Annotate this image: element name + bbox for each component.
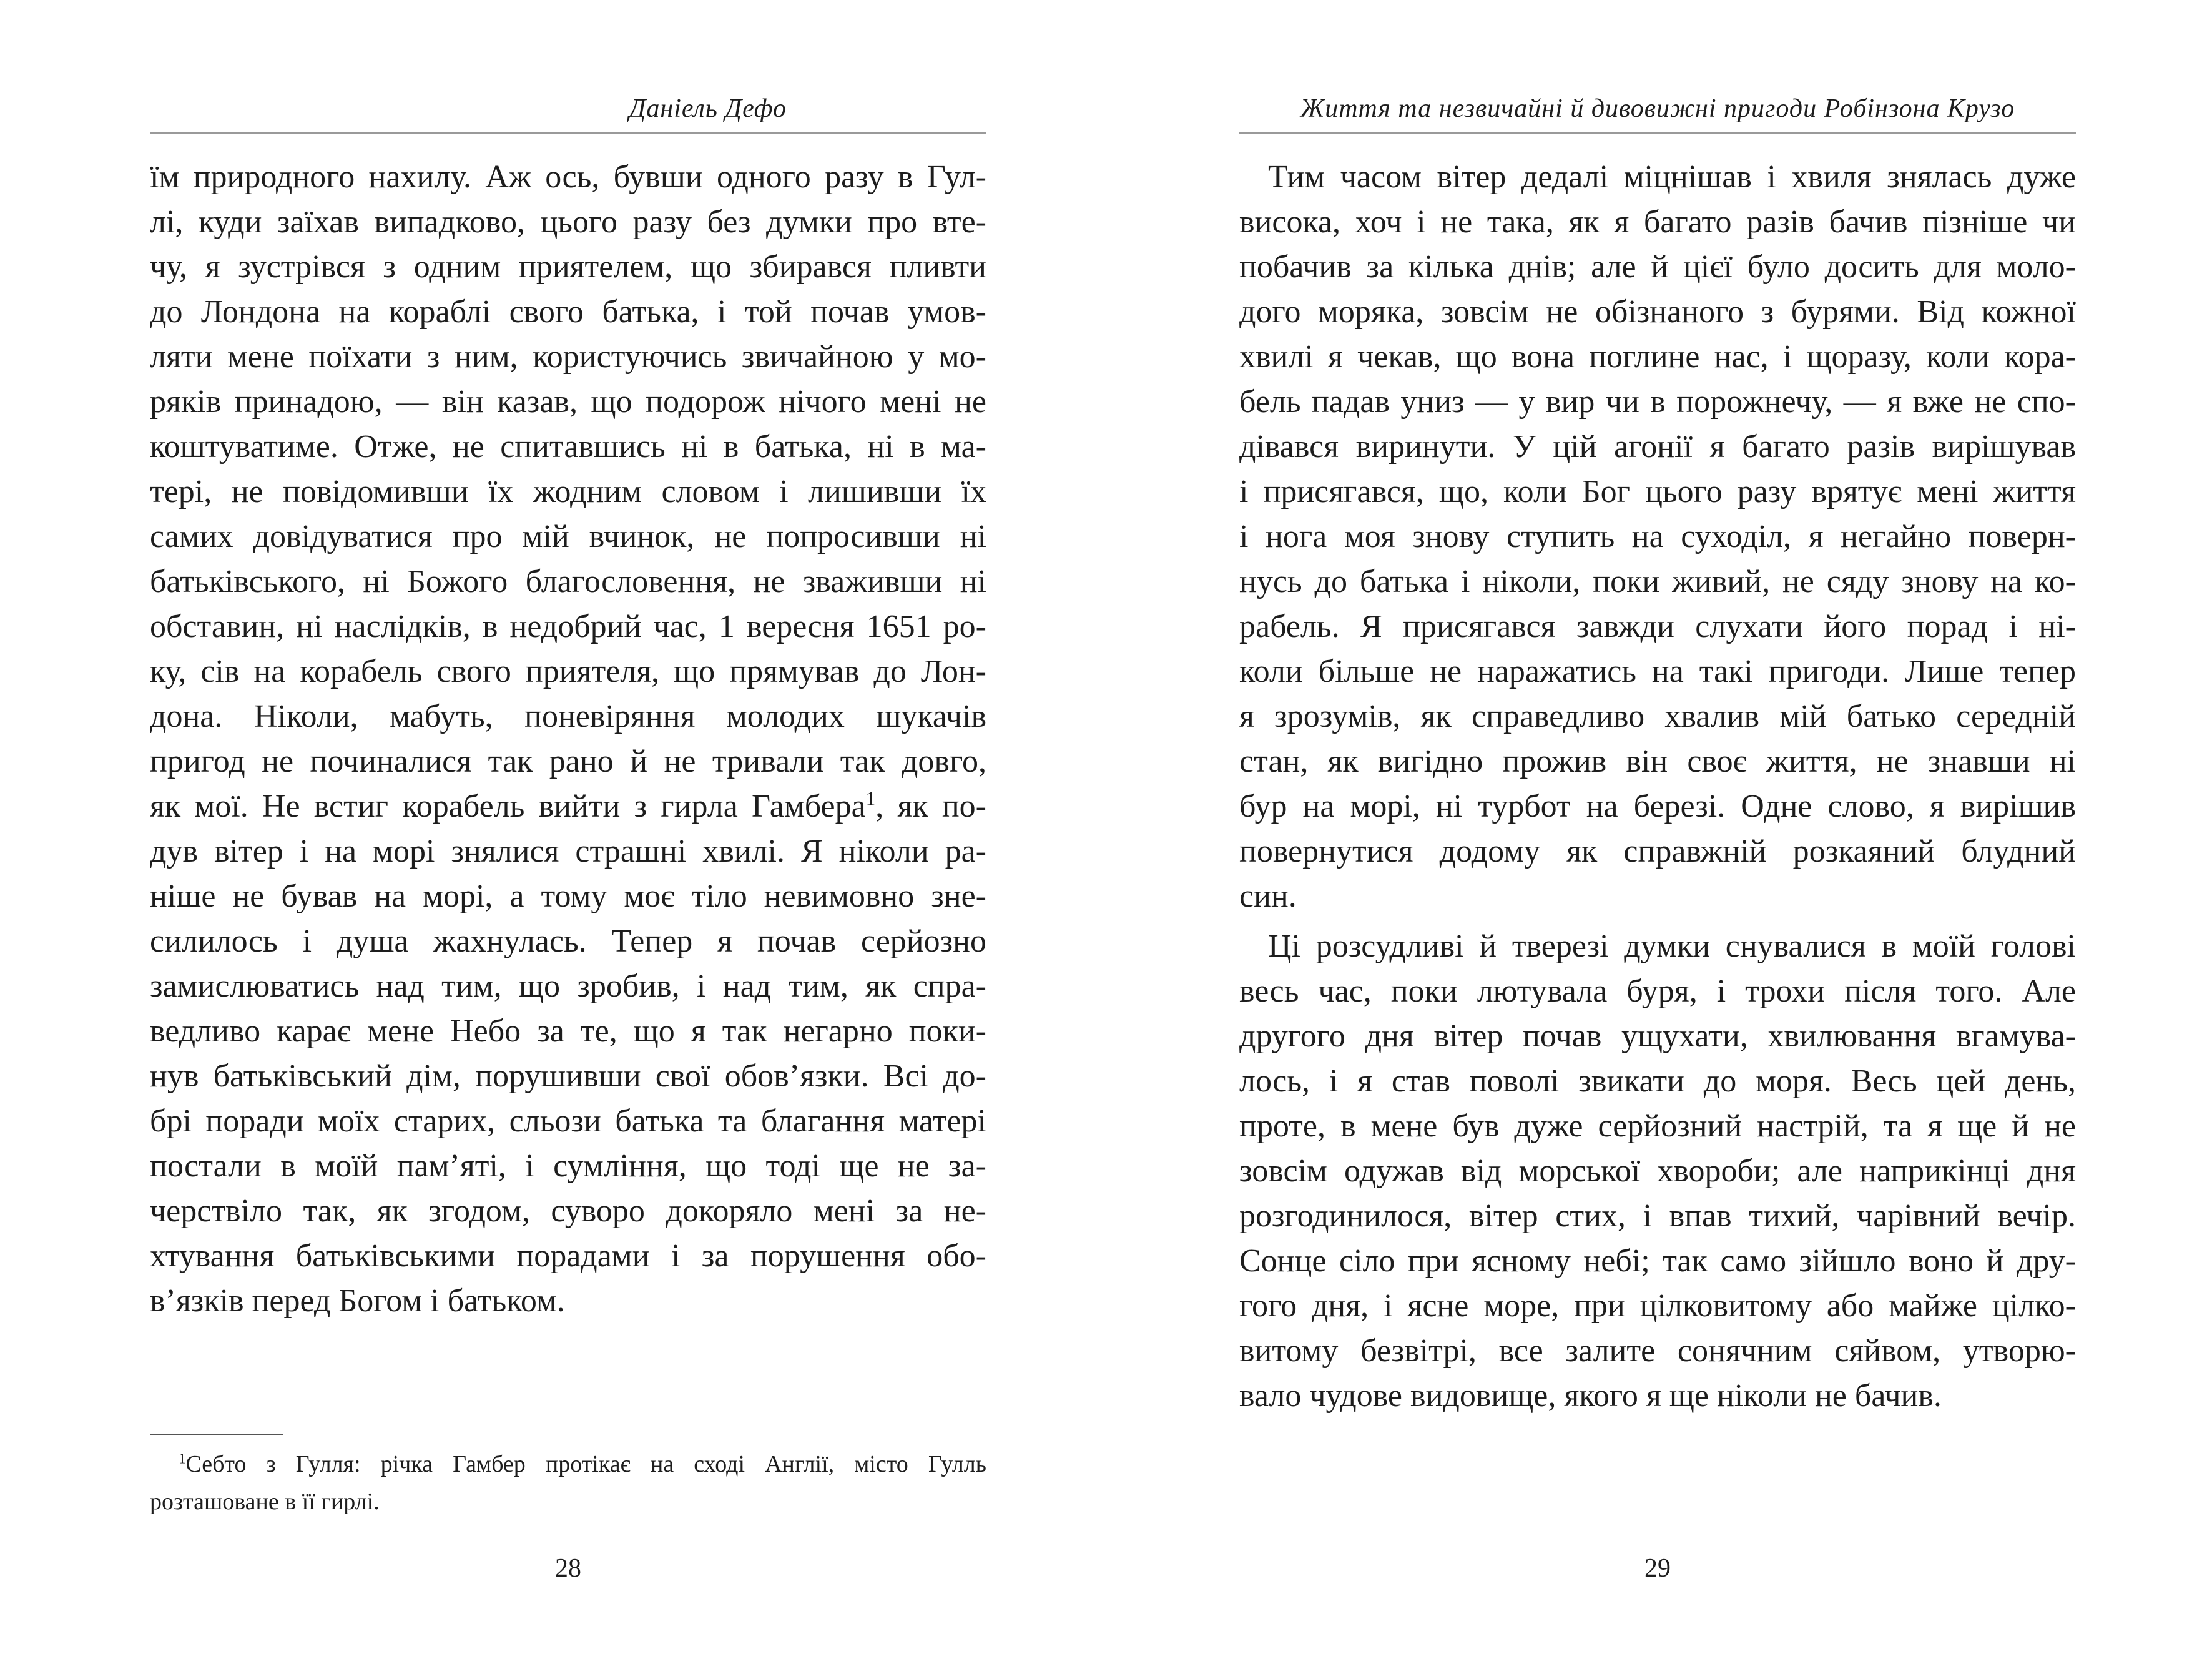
text-line: побачив за кілька днів; але й цієї було досить для моло- <box>1239 249 2076 285</box>
text-line: обставин, ні наслідків, в недобрий час, 1 вересня 1651 ро- <box>150 609 986 644</box>
text-line: ніше не бував на морі, а тому моє тіло невимовно зне- <box>150 879 986 914</box>
footnote <box>150 1445 986 1520</box>
text-line: бель падав униз — у вир чи в порожнечу, — я вже не спо- <box>1239 384 2076 420</box>
right-page <box>1239 0 2076 1659</box>
text-line: стан, як вигідно прожив він своє життя, не знавши ні <box>1239 744 2076 779</box>
running-head-author: Даніель Дефо <box>150 94 986 134</box>
text-line: до Лондона на кораблі свого батька, і той почав умов- <box>150 294 986 330</box>
text-line: гого дня, і ясне море, при цілковитому або майже цілко- <box>1239 1288 2076 1324</box>
text-line: бур на морі, ні турбот на березі. Одне слово, я вирішив <box>1239 789 2076 824</box>
text-line: брі поради моїх старих, сльози батька та благання матері <box>150 1103 986 1139</box>
text-line: ку, сів на корабель свого приятеля, що прямував до Лон- <box>150 654 986 689</box>
text-line: тері, не повідомивши їх жодним словом і лишивши їх <box>150 474 986 510</box>
text-line: батьківського, ні Божого благословення, не зваживши ні <box>150 564 986 599</box>
left-body-text <box>150 155 986 1324</box>
text-line: нусь до батька і ніколи, поки живий, не сяду знову на ко- <box>1239 564 2076 599</box>
text-line: лось, і я став поволі звикати до моря. Весь цей день, <box>1239 1063 2076 1099</box>
footnote-number: 1 <box>179 1450 186 1467</box>
text-line: Ці розсудливі й тверезі думки снувалися в моїй голові <box>1268 928 2076 964</box>
text-line: замислюватись над тим, що зробив, і над тим, як спра- <box>150 968 986 1004</box>
text-line: повернутися додому як справжній розкаяний блудний <box>1239 834 2076 869</box>
running-head-title: Життя та незвичайні й дивовижні пригоди Робінзона Крузо <box>1239 94 2076 134</box>
footnote-line <box>150 1445 986 1483</box>
text-line: розгодинилося, вітер стих, і впав тихий, чарівний вечір. <box>1239 1198 2076 1234</box>
footnote-reference: 1 <box>865 787 876 810</box>
text-line: самих довідуватися про мій вчинок, не попросивши ні <box>150 519 986 554</box>
text-line: коштуватиме. Отже, не спитавшись ні в батька, ні в ма- <box>150 429 986 465</box>
text-line: я зрозумів, як справедливо хвалив мій батько середній <box>1239 699 2076 734</box>
text-line: і присягався, що, коли Бог цього разу врятує мені життя <box>1239 474 2076 510</box>
text-line: другого дня вітер почав ущухати, хвилювання вгамува- <box>1239 1018 2076 1054</box>
right-body-text <box>1239 155 2076 1419</box>
text-line: син. <box>1239 879 1297 914</box>
text-line: хвилі я чекав, що вона поглине нас, і щоразу, коли кора- <box>1239 339 2076 375</box>
page-number: 28 <box>555 1554 581 1583</box>
text-line: постали в моїй пам’яті, і сумління, що тоді ще не за- <box>150 1148 986 1184</box>
text-line: дув вітер і на морі знялися страшні хвилі. Я ніколи ра- <box>150 834 986 869</box>
text-line: їм природного нахилу. Аж ось, бувши одного разу в Гул- <box>150 159 986 195</box>
text-line: коли більше не наражатись на такі пригоди. Лише тепер <box>1239 654 2076 689</box>
text-line: висока, хоч і не така, як я багато разів бачив пізніше чи <box>1239 204 2076 240</box>
text-line: зовсім одужав від морської хвороби; але наприкінці дня <box>1239 1153 2076 1189</box>
text-line: нув батьківський дім, порушивши свої обов’язки. Всі до- <box>150 1058 986 1094</box>
page-number: 29 <box>1644 1554 1671 1583</box>
text-line: Тим часом вітер дедалі міцнішав і хвиля знялась дуже <box>1268 159 2076 195</box>
text-line: лі, куди заїхав випадково, цього разу без думки про вте- <box>150 204 986 240</box>
text-line: проте, в мене був дуже серйозний настрій, та я ще й не <box>1239 1108 2076 1144</box>
text-line: витому безвітрі, все залите сонячним сяйвом, утворю- <box>1239 1333 2076 1369</box>
text-line-part: , як по- <box>875 789 986 824</box>
text-line: ряків принадою, — він казав, що подорож нічого мені не <box>150 384 986 420</box>
footnote-rule <box>150 1434 283 1435</box>
text-line: рабель. Я присягався завжди слухати його порад і ні- <box>1239 609 2076 644</box>
text-line: дого моряка, зовсім не обізнаного з бурями. Від кожної <box>1239 294 2076 330</box>
text-line: пригод не починалися так рано й не тривали так довго, <box>150 744 986 779</box>
text-line: ляти мене поїхати з ним, користуючись звичайною у мо- <box>150 339 986 375</box>
text-line: в’язків перед Богом і батьком. <box>150 1283 565 1319</box>
text-line: черствіло так, як згодом, суворо докоряло мені за не- <box>150 1193 986 1229</box>
text-line-part: як мої. Не встиг корабель вийти з гирла Гамбера <box>150 789 866 824</box>
text-line: вало чудове видовище, якого я ще ніколи не бачив. <box>1239 1378 1942 1414</box>
text-line-with-footnote-ref <box>150 784 986 829</box>
text-line: дівався виринути. У цій агонії я багато разів вирішував <box>1239 429 2076 465</box>
text-line: чу, я зустрівся з одним приятелем, що збирався пливти <box>150 249 986 285</box>
text-line: весь час, поки лютувала буря, і трохи після того. Але <box>1239 973 2076 1009</box>
text-line: і нога моя знову ступить на суходіл, я негайно поверн- <box>1239 519 2076 554</box>
footnote-line: розташоване в її гирлі. <box>150 1489 380 1515</box>
text-line: дона. Ніколи, мабуть, поневіряння молодих шукачів <box>150 699 986 734</box>
text-line: силилось і душа жахнулась. Тепер я почав серйозно <box>150 923 986 959</box>
text-line: ведливо карає мене Небо за те, що я так негарно поки- <box>150 1013 986 1049</box>
text-line: хтування батьківськими порадами і за порушення обо- <box>150 1238 986 1274</box>
text-line: Сонце сіло при ясному небі; так само зійшло воно й дру- <box>1239 1243 2076 1279</box>
footnote-text: Себто з Гулля: річка Гамбер протікає на сході Англії, місто Гулль <box>185 1451 986 1477</box>
left-page <box>150 0 986 1659</box>
